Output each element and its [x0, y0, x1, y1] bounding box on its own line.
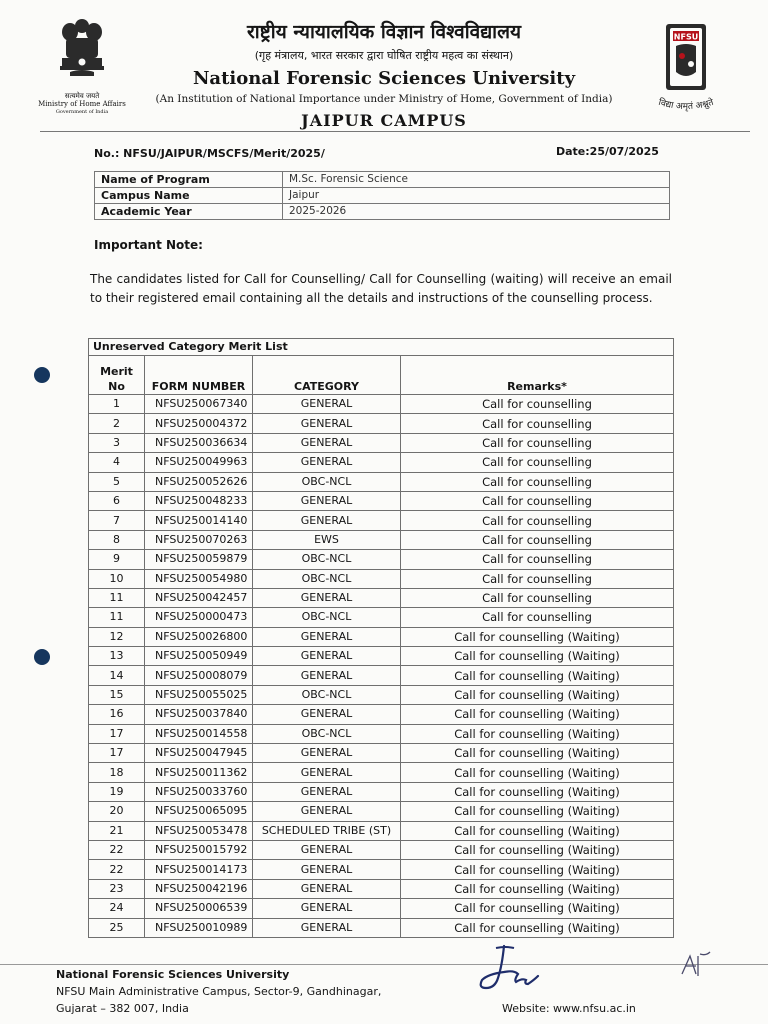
logo-text: NFSU [673, 32, 699, 42]
table-row [89, 550, 674, 569]
nfsu-logo-icon [660, 22, 712, 94]
merit-no-cell: 25 [89, 918, 145, 937]
academic-year-row [95, 204, 670, 220]
form-number-cell: NFSU250054980 [145, 569, 253, 588]
category-cell: GENERAL [253, 744, 401, 763]
merit-no-cell: 23 [89, 879, 145, 898]
remarks-cell: Call for counselling (Waiting) [401, 918, 674, 937]
category-cell: GENERAL [253, 453, 401, 472]
remarks-cell: Call for counselling [401, 530, 674, 549]
table-row [89, 511, 674, 530]
remarks-cell: Call for counselling [401, 550, 674, 569]
form-number-cell: NFSU250014558 [145, 724, 253, 743]
merit-list-caption: Unreserved Category Merit List [89, 339, 674, 356]
category-cell: GENERAL [253, 647, 401, 666]
table-row [89, 491, 674, 510]
footer-website: Website: www.nfsu.ac.in [502, 1002, 636, 1015]
table-row [89, 899, 674, 918]
table-row [89, 433, 674, 452]
category-cell: GENERAL [253, 414, 401, 433]
remarks-cell: Call for counselling [401, 395, 674, 414]
form-number-cell: NFSU250014173 [145, 860, 253, 879]
campus-title: JAIPUR CAMPUS [301, 111, 467, 130]
category-cell: GENERAL [253, 763, 401, 782]
program-row [95, 172, 670, 188]
form-number-cell: NFSU250053478 [145, 821, 253, 840]
merit-no-cell: 13 [89, 647, 145, 666]
merit-no-cell: 24 [89, 899, 145, 918]
info-value: Jaipur [283, 188, 670, 204]
table-row [89, 782, 674, 801]
merit-no-cell: 11 [89, 608, 145, 627]
form-number-cell: NFSU250055025 [145, 685, 253, 704]
merit-no-cell: 12 [89, 627, 145, 646]
header-category: CATEGORY [253, 356, 401, 395]
category-cell: GENERAL [253, 395, 401, 414]
state-emblem-icon [52, 16, 112, 90]
remarks-cell: Call for counselling [401, 608, 674, 627]
category-cell: GENERAL [253, 627, 401, 646]
table-row [89, 763, 674, 782]
form-number-cell: NFSU250011362 [145, 763, 253, 782]
table-row [89, 685, 674, 704]
remarks-cell: Call for counselling [401, 433, 674, 452]
logo-motto [636, 90, 736, 114]
remarks-cell: Call for counselling [401, 472, 674, 491]
merit-no-cell: 16 [89, 705, 145, 724]
form-number-cell: NFSU250033760 [145, 782, 253, 801]
remarks-cell: Call for counselling (Waiting) [401, 802, 674, 821]
form-number-cell: NFSU250050949 [145, 647, 253, 666]
form-number-cell: NFSU250042196 [145, 879, 253, 898]
remarks-cell: Call for counselling [401, 414, 674, 433]
merit-no-cell: 9 [89, 550, 145, 569]
merit-no-cell: 17 [89, 744, 145, 763]
merit-no-cell: 3 [89, 433, 145, 452]
info-value: M.Sc. Forensic Science [283, 172, 670, 188]
form-number-cell: NFSU250014140 [145, 511, 253, 530]
remarks-cell: Call for counselling [401, 453, 674, 472]
table-row [89, 472, 674, 491]
merit-no-cell: 4 [89, 453, 145, 472]
remarks-cell: Call for counselling (Waiting) [401, 899, 674, 918]
punch-hole [34, 649, 50, 665]
remarks-cell: Call for counselling [401, 588, 674, 607]
remarks-cell: Call for counselling (Waiting) [401, 647, 674, 666]
category-cell: GENERAL [253, 491, 401, 510]
table-row [89, 879, 674, 898]
table-row [89, 395, 674, 414]
merit-list-caption-row [89, 339, 674, 356]
merit-no-cell: 11 [89, 588, 145, 607]
remarks-cell: Call for counselling (Waiting) [401, 627, 674, 646]
table-row [89, 918, 674, 937]
table-row [89, 588, 674, 607]
merit-no-cell: 7 [89, 511, 145, 530]
form-number-cell: NFSU250048233 [145, 491, 253, 510]
form-number-cell: NFSU250059879 [145, 550, 253, 569]
remarks-cell: Call for counselling (Waiting) [401, 860, 674, 879]
form-number-cell: NFSU250065095 [145, 802, 253, 821]
header-merit-no: Merit No [89, 356, 145, 395]
merit-no-cell: 17 [89, 724, 145, 743]
merit-no-cell: 15 [89, 685, 145, 704]
table-row [89, 724, 674, 743]
category-cell: GENERAL [253, 860, 401, 879]
remarks-cell: Call for counselling (Waiting) [401, 724, 674, 743]
form-number-cell: NFSU250042457 [145, 588, 253, 607]
merit-list-body [89, 395, 674, 938]
category-cell: GENERAL [253, 899, 401, 918]
university-subtitle-hindi: (गृह मंत्रालय, भारत सरकार द्वारा घोषित राष्ट्रीय महत्व का संस्थान) [254, 49, 514, 62]
table-row [89, 414, 674, 433]
merit-no-cell: 19 [89, 782, 145, 801]
merit-no-cell: 5 [89, 472, 145, 491]
important-note-text: The candidates listed for Call for Counselling/ Call for Counselling (waiting) will receive an email to their registered email containing all the details and instructions of the counselling process. [90, 272, 672, 305]
category-cell: GENERAL [253, 511, 401, 530]
remarks-cell: Call for counselling (Waiting) [401, 782, 674, 801]
merit-no-cell: 8 [89, 530, 145, 549]
remarks-cell: Call for counselling [401, 569, 674, 588]
punch-hole [34, 367, 50, 383]
category-cell: GENERAL [253, 433, 401, 452]
university-title: National Forensic Sciences University [192, 68, 576, 89]
info-value: 2025-2026 [283, 204, 670, 220]
form-number-cell: NFSU250015792 [145, 840, 253, 859]
ministry-label-block [30, 92, 134, 116]
svg-text:विद्या अमृतं अश्नुते: विद्या अमृतं अश्नुते [657, 97, 715, 113]
table-row [89, 647, 674, 666]
footer-address-line1: NFSU Main Administrative Campus, Sector-9, Gandhinagar, [56, 985, 382, 998]
table-row [89, 860, 674, 879]
form-number-cell: NFSU250037840 [145, 705, 253, 724]
form-number-cell: NFSU250052626 [145, 472, 253, 491]
category-cell: OBC-NCL [253, 685, 401, 704]
info-label: Academic Year [95, 204, 283, 220]
form-number-cell: NFSU250049963 [145, 453, 253, 472]
table-row [89, 530, 674, 549]
table-row [89, 569, 674, 588]
merit-list-table [88, 338, 674, 938]
form-number-cell: NFSU250000473 [145, 608, 253, 627]
initials-icon [678, 950, 712, 980]
category-cell: OBC-NCL [253, 569, 401, 588]
remarks-cell: Call for counselling (Waiting) [401, 666, 674, 685]
form-number-cell: NFSU250070263 [145, 530, 253, 549]
category-cell: GENERAL [253, 705, 401, 724]
form-number-cell: NFSU250036634 [145, 433, 253, 452]
university-subtitle: (An Institution of National Importance under Ministry of Home, Government of India) [155, 93, 613, 105]
category-cell: GENERAL [253, 879, 401, 898]
remarks-cell: Call for counselling (Waiting) [401, 840, 674, 859]
merit-no-cell: 14 [89, 666, 145, 685]
university-title-hindi: राष्ट्रीय न्यायालयिक विज्ञान विश्वविद्यालय [246, 21, 521, 43]
category-cell: GENERAL [253, 918, 401, 937]
remarks-cell: Call for counselling (Waiting) [401, 879, 674, 898]
category-cell: OBC-NCL [253, 608, 401, 627]
table-row [89, 840, 674, 859]
category-cell: OBC-NCL [253, 724, 401, 743]
header-divider [40, 131, 750, 132]
footer-divider [0, 964, 768, 965]
category-cell: EWS [253, 530, 401, 549]
campus-row [95, 188, 670, 204]
info-label: Campus Name [95, 188, 283, 204]
category-cell: OBC-NCL [253, 472, 401, 491]
header-form-number: FORM NUMBER [145, 356, 253, 395]
merit-no-cell: 18 [89, 763, 145, 782]
ministry-label: Ministry of Home Affairs [38, 100, 126, 108]
program-info-table [94, 171, 670, 220]
table-row [89, 821, 674, 840]
signature-icon [474, 940, 544, 996]
category-cell: GENERAL [253, 588, 401, 607]
merit-no-cell: 22 [89, 860, 145, 879]
table-row [89, 453, 674, 472]
form-number-cell: NFSU250010989 [145, 918, 253, 937]
category-cell: GENERAL [253, 782, 401, 801]
merit-no-cell: 6 [89, 491, 145, 510]
merit-no-cell: 1 [89, 395, 145, 414]
important-note-heading: Important Note: [94, 238, 203, 252]
merit-no-cell: 10 [89, 569, 145, 588]
footer-university: National Forensic Sciences University [56, 968, 290, 981]
remarks-cell: Call for counselling [401, 511, 674, 530]
table-row [89, 666, 674, 685]
remarks-cell: Call for counselling (Waiting) [401, 685, 674, 704]
category-cell: GENERAL [253, 840, 401, 859]
form-number-cell: NFSU250006539 [145, 899, 253, 918]
merit-list-header-row [89, 356, 674, 395]
remarks-cell: Call for counselling [401, 491, 674, 510]
form-number-cell: NFSU250067340 [145, 395, 253, 414]
form-number-cell: NFSU250047945 [145, 744, 253, 763]
table-row [89, 744, 674, 763]
remarks-cell: Call for counselling (Waiting) [401, 821, 674, 840]
remarks-cell: Call for counselling (Waiting) [401, 763, 674, 782]
footer-address-line2: Gujarat – 382 007, India [56, 1002, 189, 1015]
form-number-cell: NFSU250026800 [145, 627, 253, 646]
header-remarks: Remarks* [401, 356, 674, 395]
table-row [89, 627, 674, 646]
info-label: Name of Program [95, 172, 283, 188]
merit-no-cell: 20 [89, 802, 145, 821]
category-cell: SCHEDULED TRIBE (ST) [253, 821, 401, 840]
merit-no-cell: 21 [89, 821, 145, 840]
category-cell: GENERAL [253, 666, 401, 685]
table-row [89, 802, 674, 821]
issue-date: Date:25/07/2025 [556, 145, 659, 158]
category-cell: GENERAL [253, 802, 401, 821]
emblem-caption: सत्यमेव जयते [64, 92, 100, 100]
ministry-sublabel: Government of India [55, 109, 109, 115]
remarks-cell: Call for counselling (Waiting) [401, 744, 674, 763]
form-number-cell: NFSU250004372 [145, 414, 253, 433]
merit-no-cell: 2 [89, 414, 145, 433]
table-row [89, 608, 674, 627]
remarks-cell: Call for counselling (Waiting) [401, 705, 674, 724]
merit-no-cell: 22 [89, 840, 145, 859]
reference-number: No.: NFSU/JAIPUR/MSCFS/Merit/2025/ [94, 147, 325, 160]
table-row [89, 705, 674, 724]
form-number-cell: NFSU250008079 [145, 666, 253, 685]
category-cell: OBC-NCL [253, 550, 401, 569]
